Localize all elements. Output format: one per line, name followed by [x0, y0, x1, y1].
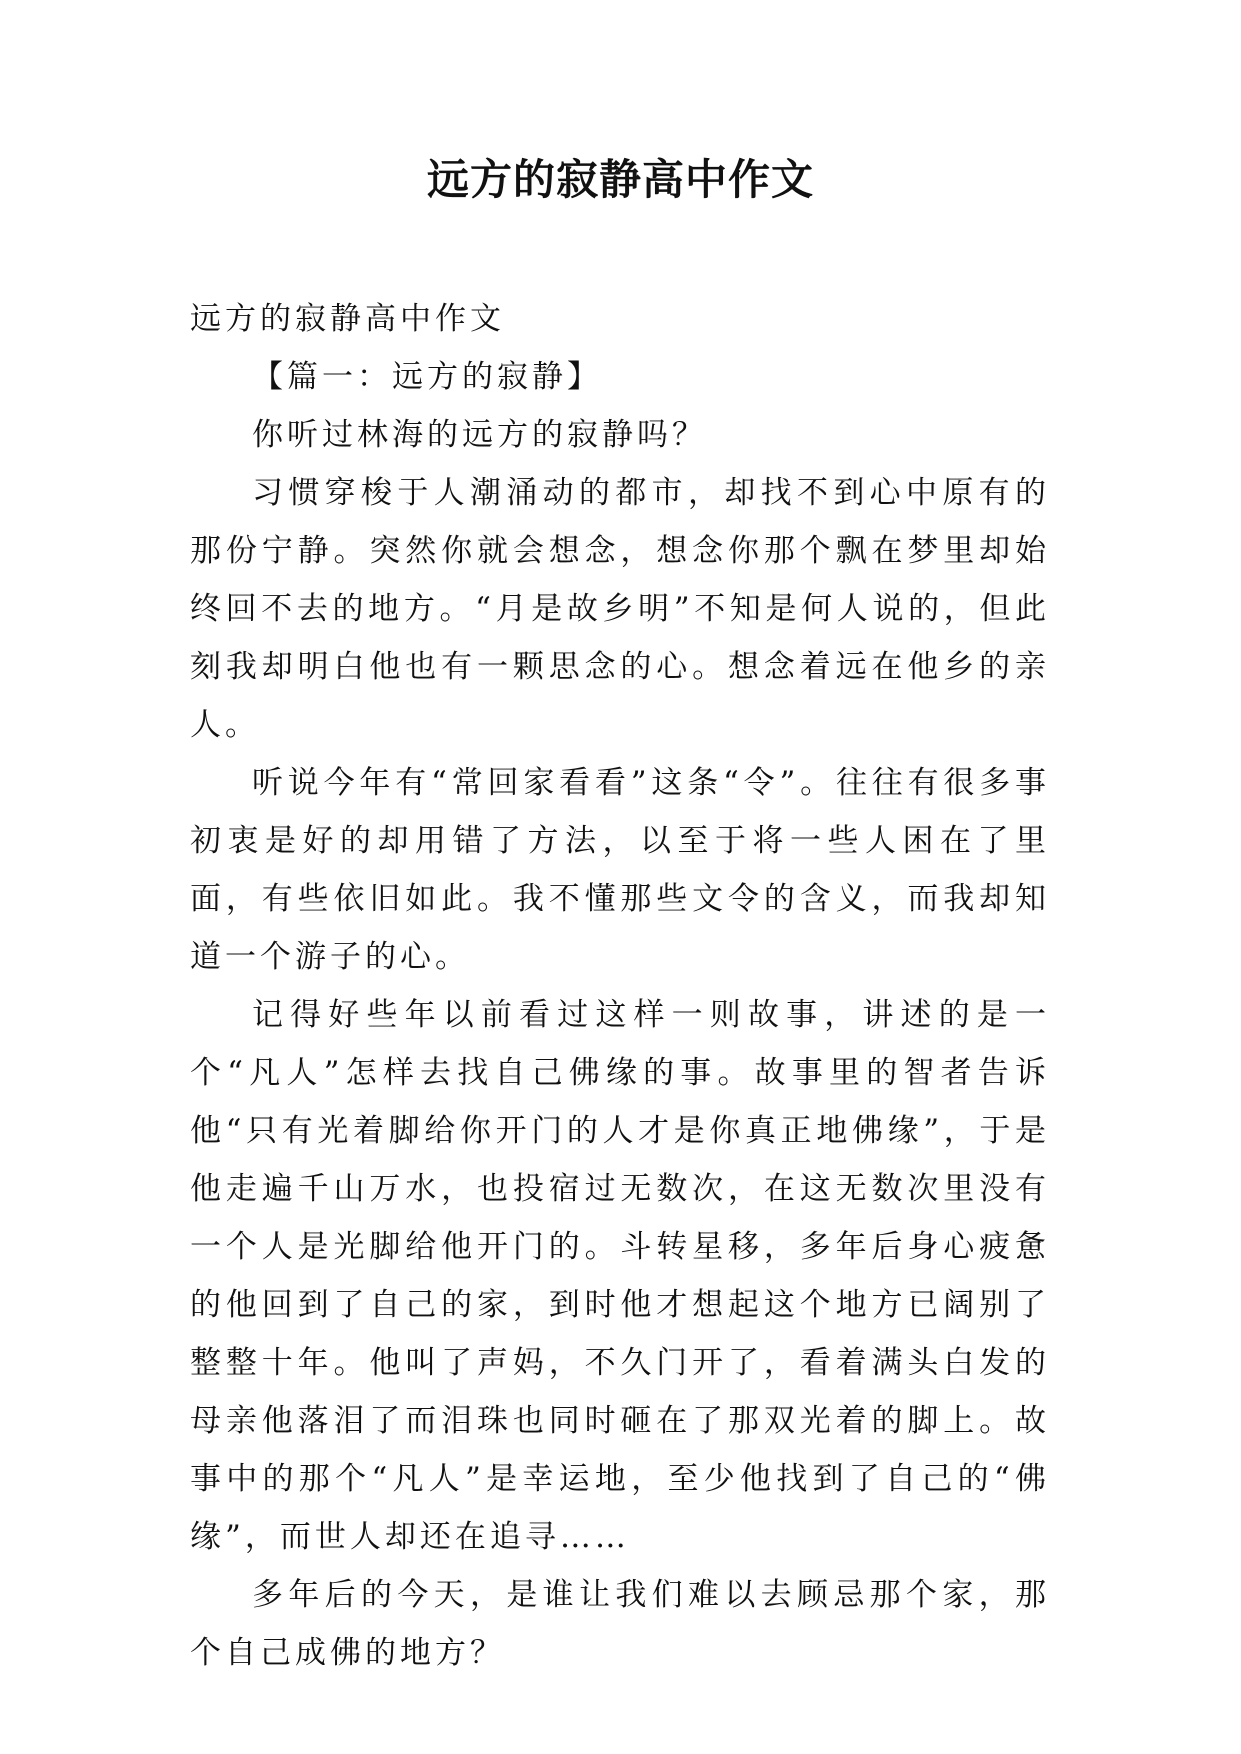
paragraph: 多年后的今天，是谁让我们难以去顾忌那个家，那个自己成佛的地方？ [190, 1577, 1050, 1671]
document-subtitle: 远方的寂静高中作文 [190, 301, 505, 337]
document-body [190, 290, 1050, 1682]
paragraph: 记得好些年以前看过这样一则故事，讲述的是一个“凡人”怎样去找自己佛缘的事。故事里的智者告诉他“只有光着脚给你开门的人才是你真正地佛缘”，于是他走遍千山万水，也投宿过无数次，在这无数次里没有一个人是光脚给他开门的。斗转星移，多年后身心疲惫的他回到了自己的家，到时他才想起这个地方已阔别了整整十年。他叫了声妈，不久门开了，看着满头白发的母亲他落泪了而泪珠也同时砸在了那双光着的脚上。故事中的那个“凡人”是幸运地，至少他找到了自己的“佛缘”，而世人却还在追寻…… [190, 997, 1050, 1555]
paragraph: 习惯穿梭于人潮涌动的都市，却找不到心中原有的那份宁静。突然你就会想念，想念你那个飘在梦里却始终回不去的地方。“月是故乡明”不知是何人说的，但此刻我却明白他也有一颗思念的心。想念着远在他乡的亲人。 [190, 475, 1050, 743]
document-title: 远方的寂静高中作文 [426, 155, 814, 204]
paragraph: 你听过林海的远方的寂静吗？ [252, 417, 707, 453]
paragraph: 听说今年有“常回家看看”这条“令”。往往有很多事初衷是好的却用错了方法，以至于将一些人困在了里面，有些依旧如此。我不懂那些文令的含义，而我却知道一个游子的心。 [190, 765, 1050, 975]
section-heading: 【篇一：远方的寂静】 [252, 359, 602, 395]
